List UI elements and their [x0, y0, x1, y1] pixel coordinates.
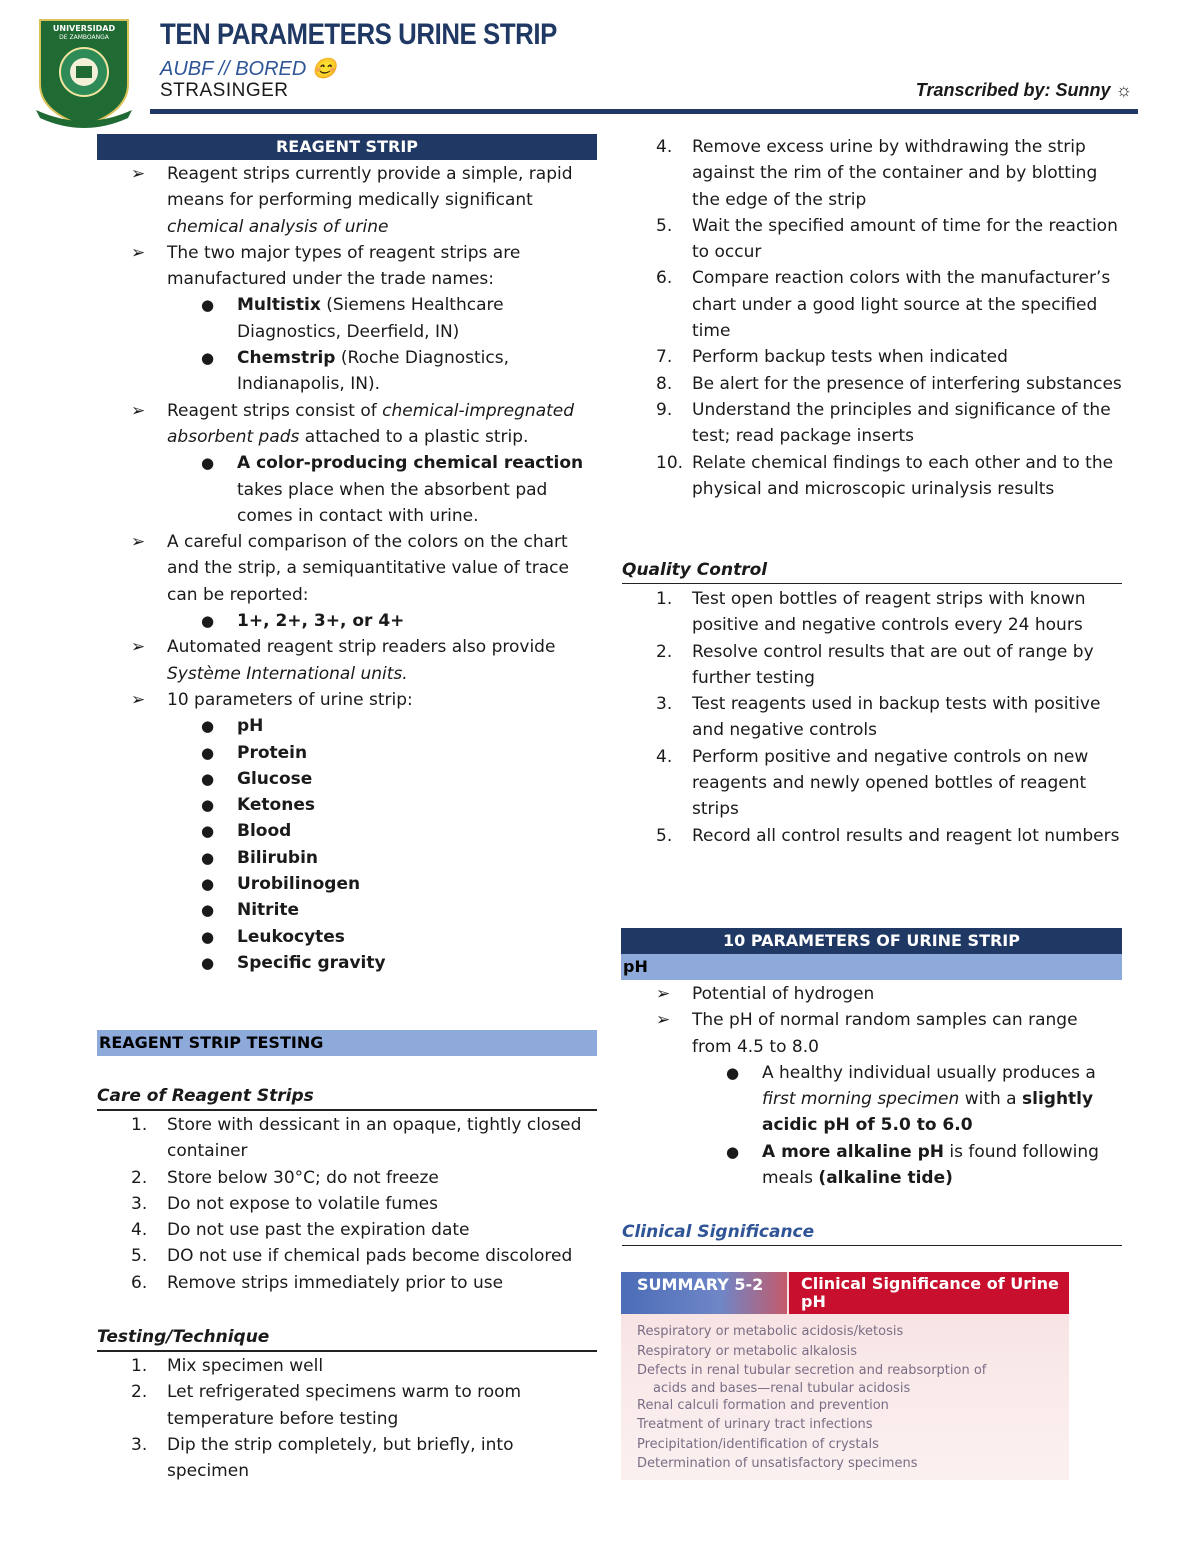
- ten-parameters-heading: 10 PARAMETERS OF URINE STRIP: [621, 928, 1122, 954]
- subtitle: AUBF // BORED 😊: [160, 58, 337, 80]
- arrow-bullet-icon: ➢: [656, 984, 671, 1004]
- dot-bullet-icon: ●: [201, 953, 215, 972]
- list-item: 3. Dip the strip completely, but briefly, into specimen: [131, 1434, 514, 1482]
- list-item: 4. Perform positive and negative controls on new reagents and newly opened bottles of reagent strips: [656, 746, 1089, 820]
- dot-bullet-icon: ●: [201, 927, 215, 946]
- list-item: 9. Understand the principles and significance of the test; read package inserts: [656, 399, 1111, 447]
- dot-bullet-icon: ●: [201, 901, 215, 920]
- university-logo: [34, 14, 134, 132]
- list-item: 1. Test open bottles of reagent strips with known positive and negative controls every 24 hours: [656, 589, 1086, 636]
- dot-bullet-icon: ●: [201, 349, 215, 368]
- list-item: 3. Test reagents used in backup tests with positive and negative controls: [656, 694, 1101, 741]
- list-item: 4. Remove excess urine by withdrawing the strip against the rim of the container and by blotting the edge of the strip: [656, 137, 1098, 210]
- clinical-significance-heading: Clinical Significance: [622, 1219, 1122, 1246]
- list-item: ➢ A careful comparison of the colors on the chart and the strip, a semiquantitative value of trace can be reported:: [97, 529, 597, 608]
- list-item: Treatment of urinary tract infections: [637, 1417, 873, 1432]
- list-item: Precipitation/identification of crystals: [637, 1436, 879, 1452]
- parameter-item: ● Urobilinogen: [97, 871, 597, 897]
- list-item: Respiratory or metabolic alkalosis: [637, 1343, 858, 1359]
- reagent-strip-testing-heading: REAGENT STRIP TESTING: [97, 1030, 597, 1056]
- list-item: 4. Do not use past the expiration date: [131, 1220, 470, 1241]
- list-item: ● Multistix (Siemens Healthcare Diagnostics, Deerfield, IN): [97, 292, 597, 345]
- list-item: 10. Relate chemical findings to each other and to the physical and microscopic urinalysis results: [656, 452, 1114, 499]
- technique-heading: Testing/Technique: [97, 1324, 597, 1352]
- list-item: ● A more alkaline pH is found following meals (alkaline tide): [622, 1139, 1122, 1192]
- parameter-item: ● pH: [97, 713, 597, 739]
- list-item: ● Chemstrip (Roche Diagnostics, Indianapolis, IN).: [97, 345, 597, 398]
- svg-text:DE ZAMBOANGA: DE ZAMBOANGA: [59, 34, 109, 41]
- list-item: 6. Remove strips immediately prior to use: [131, 1272, 504, 1293]
- technique-list-right: [622, 134, 1122, 502]
- arrow-bullet-icon: ➢: [131, 532, 146, 553]
- care-list: [97, 1112, 597, 1296]
- ph-section: [622, 981, 1122, 1191]
- parameter-item: ● Ketones: [97, 792, 597, 818]
- list-item: acids and bases—renal tubular acidosis: [653, 1380, 911, 1396]
- list-item: 1. Mix specimen well: [131, 1356, 324, 1376]
- list-item: Determination of unsatisfactory specimens: [637, 1456, 918, 1471]
- parameter-item: ● Glucose: [97, 766, 597, 792]
- page-title: TEN PARAMETERS URINE STRIP: [160, 18, 557, 51]
- summary-box-figure: [621, 1272, 1069, 1480]
- list-item: 3. Do not expose to volatile fumes: [131, 1193, 438, 1214]
- parameter-item: ● Specific gravity: [97, 950, 597, 976]
- reagent-strip-section: [97, 161, 597, 976]
- dot-bullet-icon: ●: [201, 296, 215, 315]
- list-item: Defects in renal tubular secretion and reabsorption of: [637, 1363, 987, 1378]
- list-item: 8. Be alert for the presence of interfering substances: [656, 373, 1122, 394]
- list-item: ➢ Automated reagent strip readers also provide Système International units.: [97, 634, 597, 687]
- arrow-bullet-icon: ➢: [656, 1010, 671, 1031]
- ph-heading: pH: [621, 954, 1122, 980]
- parameter-item: ● Leukocytes: [97, 924, 597, 950]
- list-item: ● 1+, 2+, 3+, or 4+: [97, 608, 597, 634]
- list-item: Respiratory or metabolic acidosis/ketosis: [637, 1324, 904, 1339]
- dot-bullet-icon: ●: [201, 796, 215, 815]
- list-item: 5. Record all control results and reagent lot numbers: [656, 825, 1120, 846]
- quality-control-list: [622, 586, 1122, 849]
- author: STRASINGER: [160, 80, 289, 101]
- summary-box-title: Clinical Significance of Urine pH: [789, 1272, 1069, 1314]
- list-item: Renal calculi formation and prevention: [637, 1397, 889, 1413]
- dot-bullet-icon: ●: [726, 1142, 740, 1161]
- list-item: 7. Perform backup tests when indicated: [656, 347, 1008, 368]
- list-item: ➢ Reagent strips consist of chemical-impregnated absorbent pads attached to a plastic strip.: [97, 398, 597, 451]
- dot-bullet-icon: ●: [201, 612, 215, 631]
- dot-bullet-icon: ●: [201, 454, 215, 473]
- parameter-item: ● Bilirubin: [97, 845, 597, 871]
- arrow-bullet-icon: ➢: [131, 637, 146, 658]
- list-item: 5. Wait the specified amount of time for the reaction to occur: [656, 215, 1118, 263]
- dot-bullet-icon: ●: [201, 717, 215, 736]
- list-item: ➢ The two major types of reagent strips are manufactured under the trade names:: [97, 240, 597, 293]
- list-item: 6. Compare reaction colors with the manufacturer’s chart under a good light source at the specified time: [656, 268, 1111, 342]
- list-item: 2. Resolve control results that are out of range by further testing: [656, 641, 1094, 688]
- list-item: ➢ Potential of hydrogen: [622, 981, 1122, 1007]
- arrow-bullet-icon: ➢: [131, 164, 146, 184]
- dot-bullet-icon: ●: [201, 875, 215, 894]
- parameter-item: ● Protein: [97, 740, 597, 766]
- arrow-bullet-icon: ➢: [131, 242, 146, 263]
- dot-bullet-icon: ●: [201, 743, 215, 762]
- list-item: ● A healthy individual usually produces a first morning specimen with a slightly acidic pH of 5.0 to 6.0: [622, 1060, 1122, 1139]
- list-item: 5. DO not use if chemical pads become discolored: [131, 1246, 573, 1267]
- parameter-item: ● Nitrite: [97, 897, 597, 923]
- list-item: ➢ 10 parameters of urine strip:: [97, 687, 597, 713]
- dot-bullet-icon: ●: [201, 848, 215, 867]
- list-item: 2. Let refrigerated specimens warm to room temperature before testing: [131, 1382, 522, 1429]
- list-item: ● A color-producing chemical reaction takes place when the absorbent pad comes in contact with urine.: [97, 450, 597, 529]
- summary-box-label: SUMMARY 5-2: [621, 1272, 787, 1314]
- parameter-item: ● Blood: [97, 818, 597, 844]
- list-item: ➢ The pH of normal random samples can range from 4.5 to 8.0: [622, 1007, 1122, 1060]
- svg-text:UNIVERSIDAD: UNIVERSIDAD: [52, 24, 116, 33]
- quality-control-heading: Quality Control: [622, 557, 1122, 584]
- arrow-bullet-icon: ➢: [131, 689, 146, 710]
- summary-box-list: [637, 1322, 986, 1474]
- dot-bullet-icon: ●: [726, 1063, 740, 1082]
- list-item: 1. Store with dessicant in an opaque, tightly closed container: [131, 1115, 582, 1162]
- care-heading: Care of Reagent Strips: [97, 1083, 597, 1111]
- technique-list-left: [97, 1353, 597, 1484]
- summary-box-header: [621, 1272, 1069, 1314]
- list-item: ➢ Reagent strips currently provide a simple, rapid means for performing medically significant chemical analysis of urine: [97, 161, 597, 240]
- reagent-strip-heading: REAGENT STRIP: [97, 134, 597, 160]
- header-divider: [150, 109, 1138, 114]
- list-item: 2. Store below 30°C; do not freeze: [131, 1167, 439, 1188]
- dot-bullet-icon: ●: [201, 822, 215, 841]
- arrow-bullet-icon: ➢: [131, 400, 146, 421]
- transcriber-credit: Transcribed by: Sunny ☼: [915, 80, 1132, 100]
- dot-bullet-icon: ●: [201, 769, 215, 788]
